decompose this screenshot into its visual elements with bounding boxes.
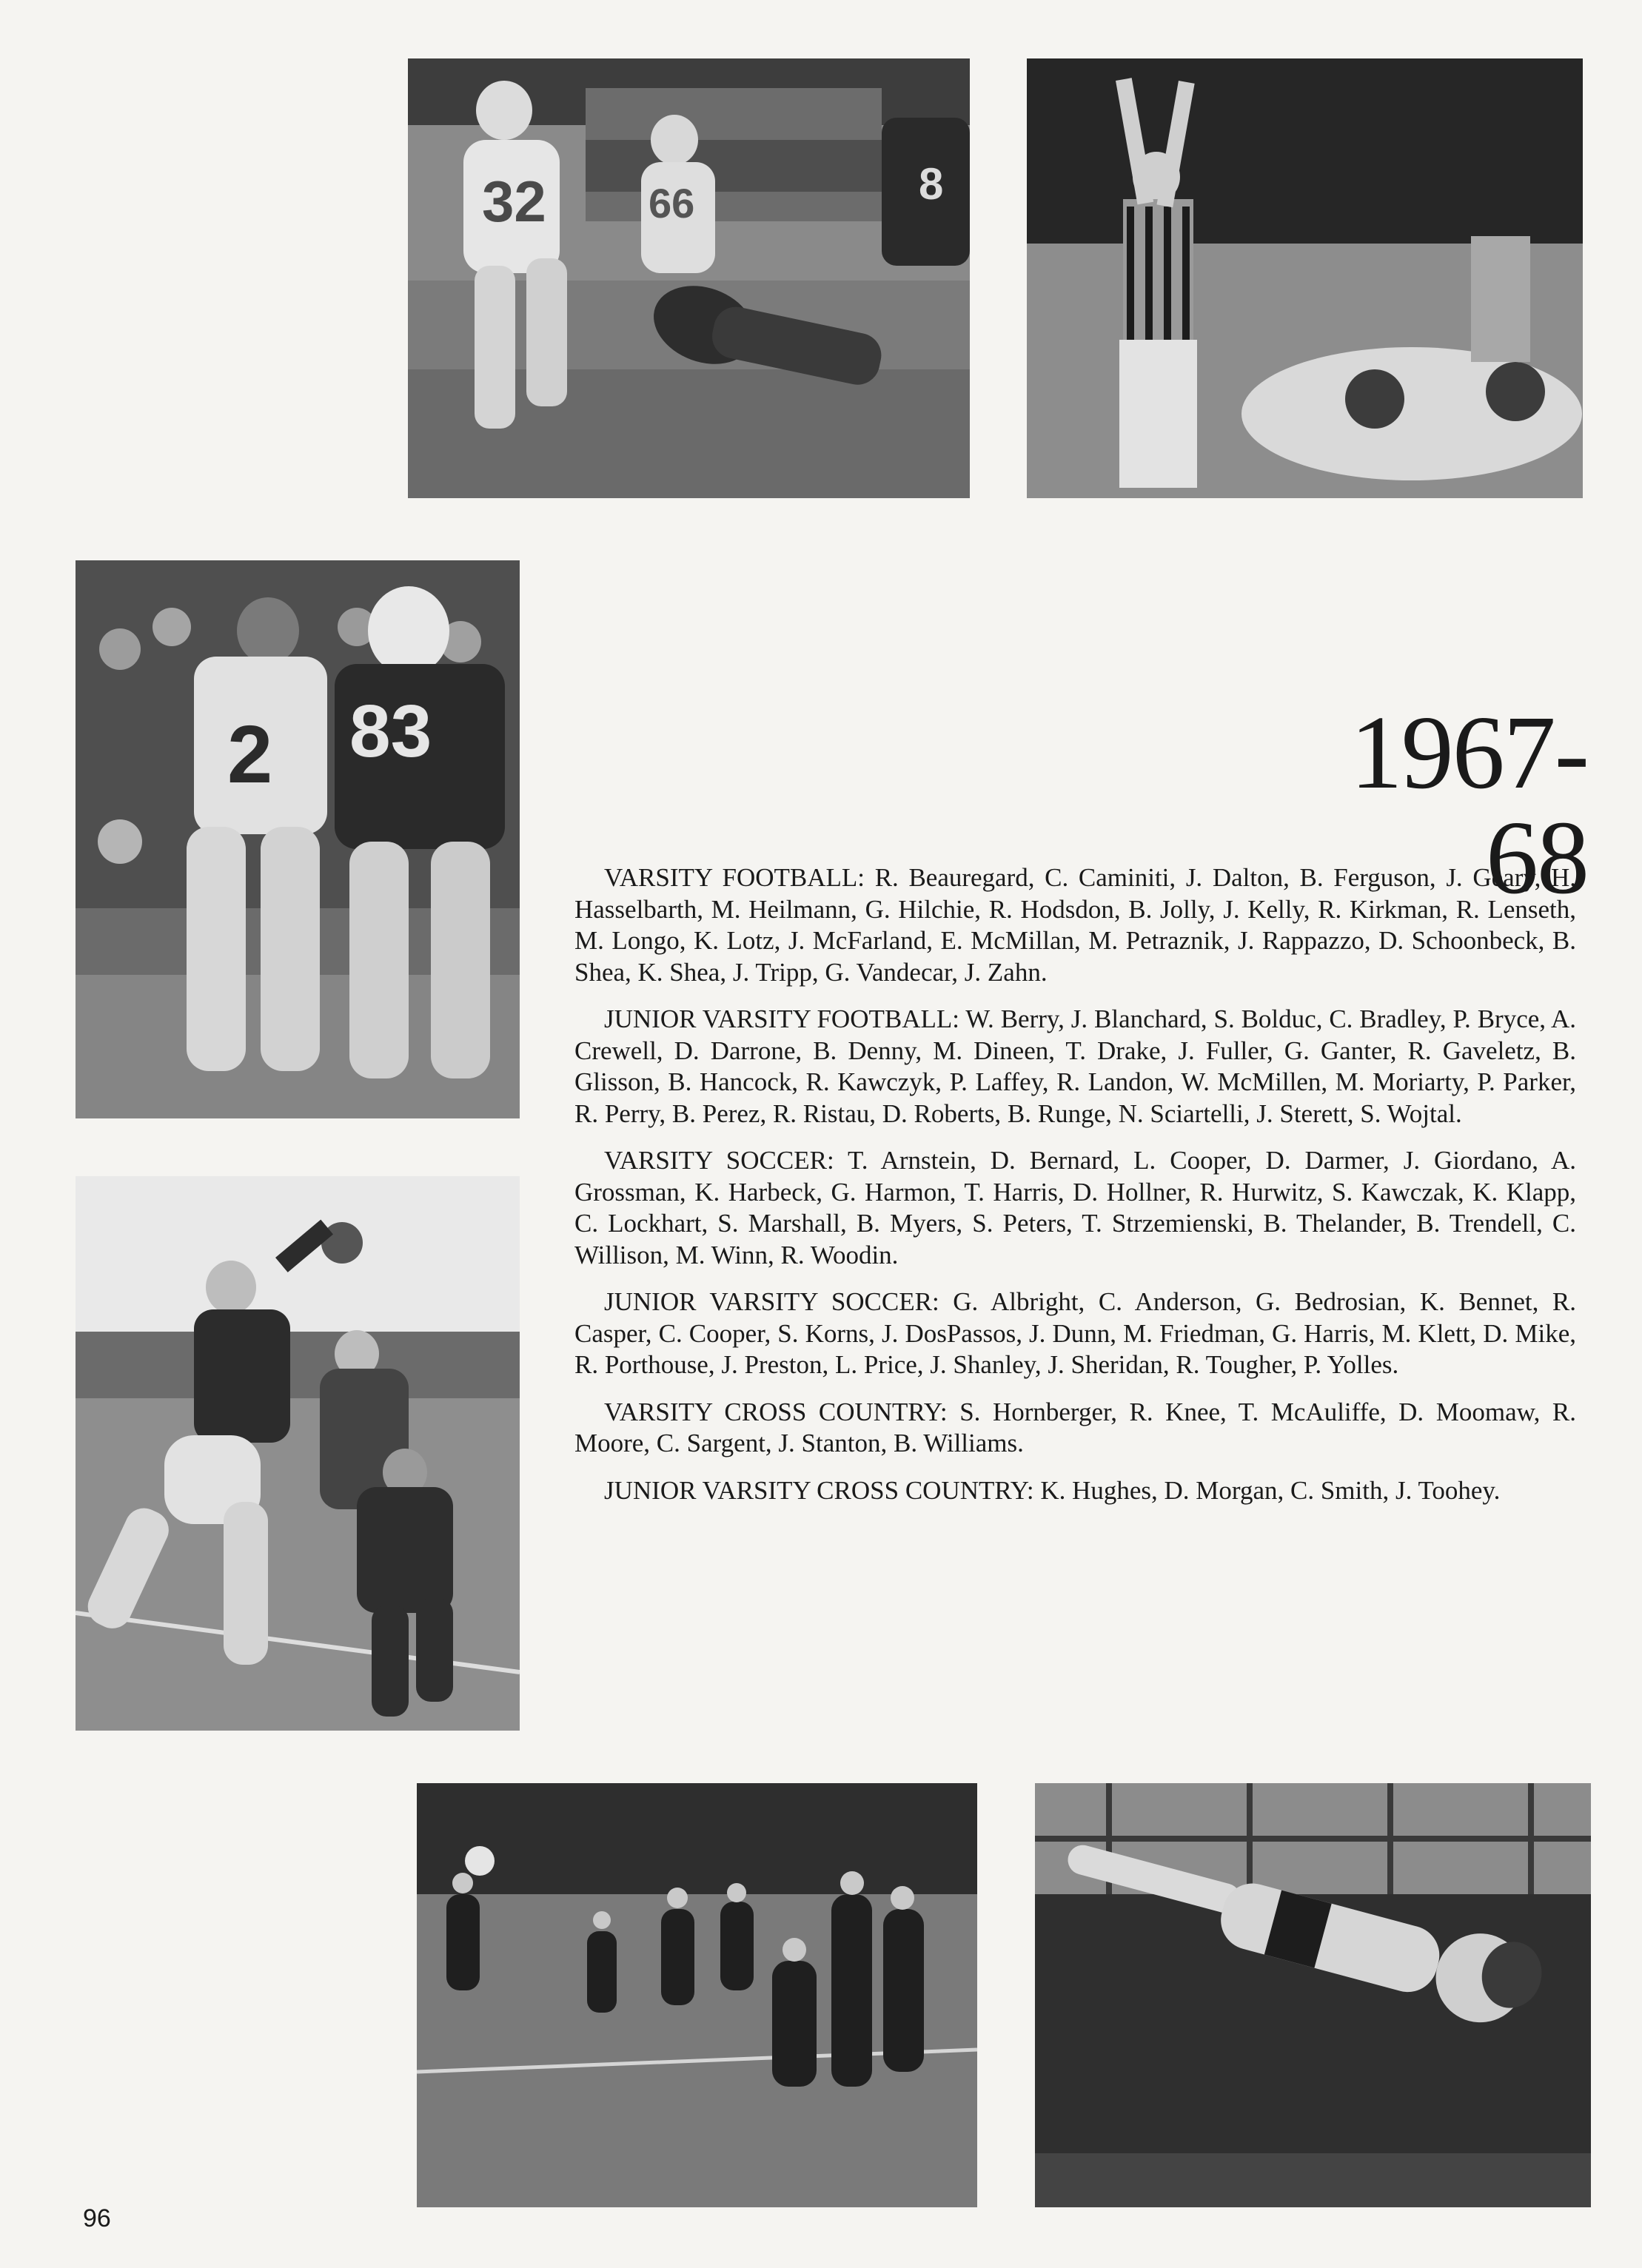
jersey-number: 83 bbox=[349, 690, 432, 773]
jersey-number: 66 bbox=[649, 180, 695, 227]
page-number: 96 bbox=[83, 2204, 111, 2232]
roster-jv-soccer bbox=[574, 1286, 1576, 1381]
football-block-photo bbox=[76, 560, 520, 1118]
roster-jv-cross-country bbox=[574, 1475, 1576, 1507]
swimmer-dive-photo bbox=[1035, 1783, 1591, 2207]
roster-names: T. Arnstein, D. Bernard, L. Cooper, D. Darmer, J. Giordano, A. Grossman, K. Harbeck, G. Harmon, T. Harris, D. Hollner, R. Hurwitz, S. Kawczak, K. Klapp, C. Lockhart, S. Marshall, B. Myers, S. Peters, T. Strzemienski, B. Thelander, B. Trendell, C. Willison, M. Winn, R. Woodin. bbox=[574, 1146, 1576, 1269]
soccer-goalie-photo bbox=[76, 1176, 520, 1731]
roster-names: W. Berry, J. Blanchard, S. Bolduc, C. Bradley, P. Bryce, A. Crewell, D. Darrone, B. Denny, M. Dineen, T. Drake, J. Fuller, G. Ganter, R. Gaveletz, B. Glisson, B. Hancock, R. Kawczyk, P. Laffey, R. Landon, W. McMillen, M. Moriarty, P. Parker, R. Perry, B. Perez, R. Ristau, D. Roberts, B. Runge, N. Sciartelli, J. Sterett, S. Wojtal. bbox=[574, 1004, 1577, 1128]
team-rosters bbox=[574, 862, 1576, 1522]
season-year-heading: 1967-68 bbox=[1350, 694, 1588, 916]
roster-title: JUNIOR VARSITY FOOTBALL: bbox=[604, 1004, 959, 1033]
roster-varsity-soccer bbox=[574, 1145, 1576, 1271]
roster-names: S. Hornberger, R. Knee, T. McAuliffe, D. Moomaw, R. Moore, C. Sargent, J. Stanton, B. Williams. bbox=[574, 1397, 1577, 1457]
jersey-number: 32 bbox=[482, 169, 546, 234]
jersey-number: 8 bbox=[919, 159, 944, 209]
roster-varsity-football bbox=[574, 862, 1576, 988]
jersey-number: 2 bbox=[227, 709, 273, 800]
roster-names: R. Beauregard, C. Caminiti, J. Dalton, B. Ferguson, J. Geary, H. Hasselbarth, M. Heilmann, G. Hilchie, R. Hodsdon, B. Jolly, J. Kelly, R. Kirkman, R. Lenseth, M. Longo, K. Lotz, J. McFarland, E. McMillan, M. Petraznik, J. Rappazzo, D. Schoonbeck, B. Shea, K. Shea, J. Tripp, G. Vandecar, J. Zahn. bbox=[574, 863, 1577, 987]
roster-varsity-cross-country bbox=[574, 1397, 1576, 1460]
roster-names: G. Albright, C. Anderson, G. Bedrosian, K. Bennet, R. Casper, C. Cooper, S. Korns, J. DosPassos, J. Dunn, M. Friedman, G. Harris, M. Klett, D. Mike, R. Porthouse, J. Preston, L. Price, J. Shanley, J. Sheridan, R. Tougher, P. Yolles. bbox=[574, 1287, 1576, 1379]
roster-title: VARSITY FOOTBALL: bbox=[604, 863, 865, 892]
roster-title: VARSITY CROSS COUNTRY: bbox=[604, 1397, 948, 1426]
roster-names: K. Hughes, D. Morgan, C. Smith, J. Toohey. bbox=[1040, 1475, 1501, 1505]
roster-title: JUNIOR VARSITY CROSS COUNTRY: bbox=[604, 1475, 1034, 1505]
referee-touchdown-photo bbox=[1027, 58, 1583, 498]
roster-jv-football bbox=[574, 1004, 1576, 1130]
soccer-field-photo bbox=[417, 1783, 977, 2207]
football-action-photo bbox=[408, 58, 970, 498]
roster-title: JUNIOR VARSITY SOCCER: bbox=[604, 1287, 939, 1316]
roster-title: VARSITY SOCCER: bbox=[604, 1146, 834, 1175]
